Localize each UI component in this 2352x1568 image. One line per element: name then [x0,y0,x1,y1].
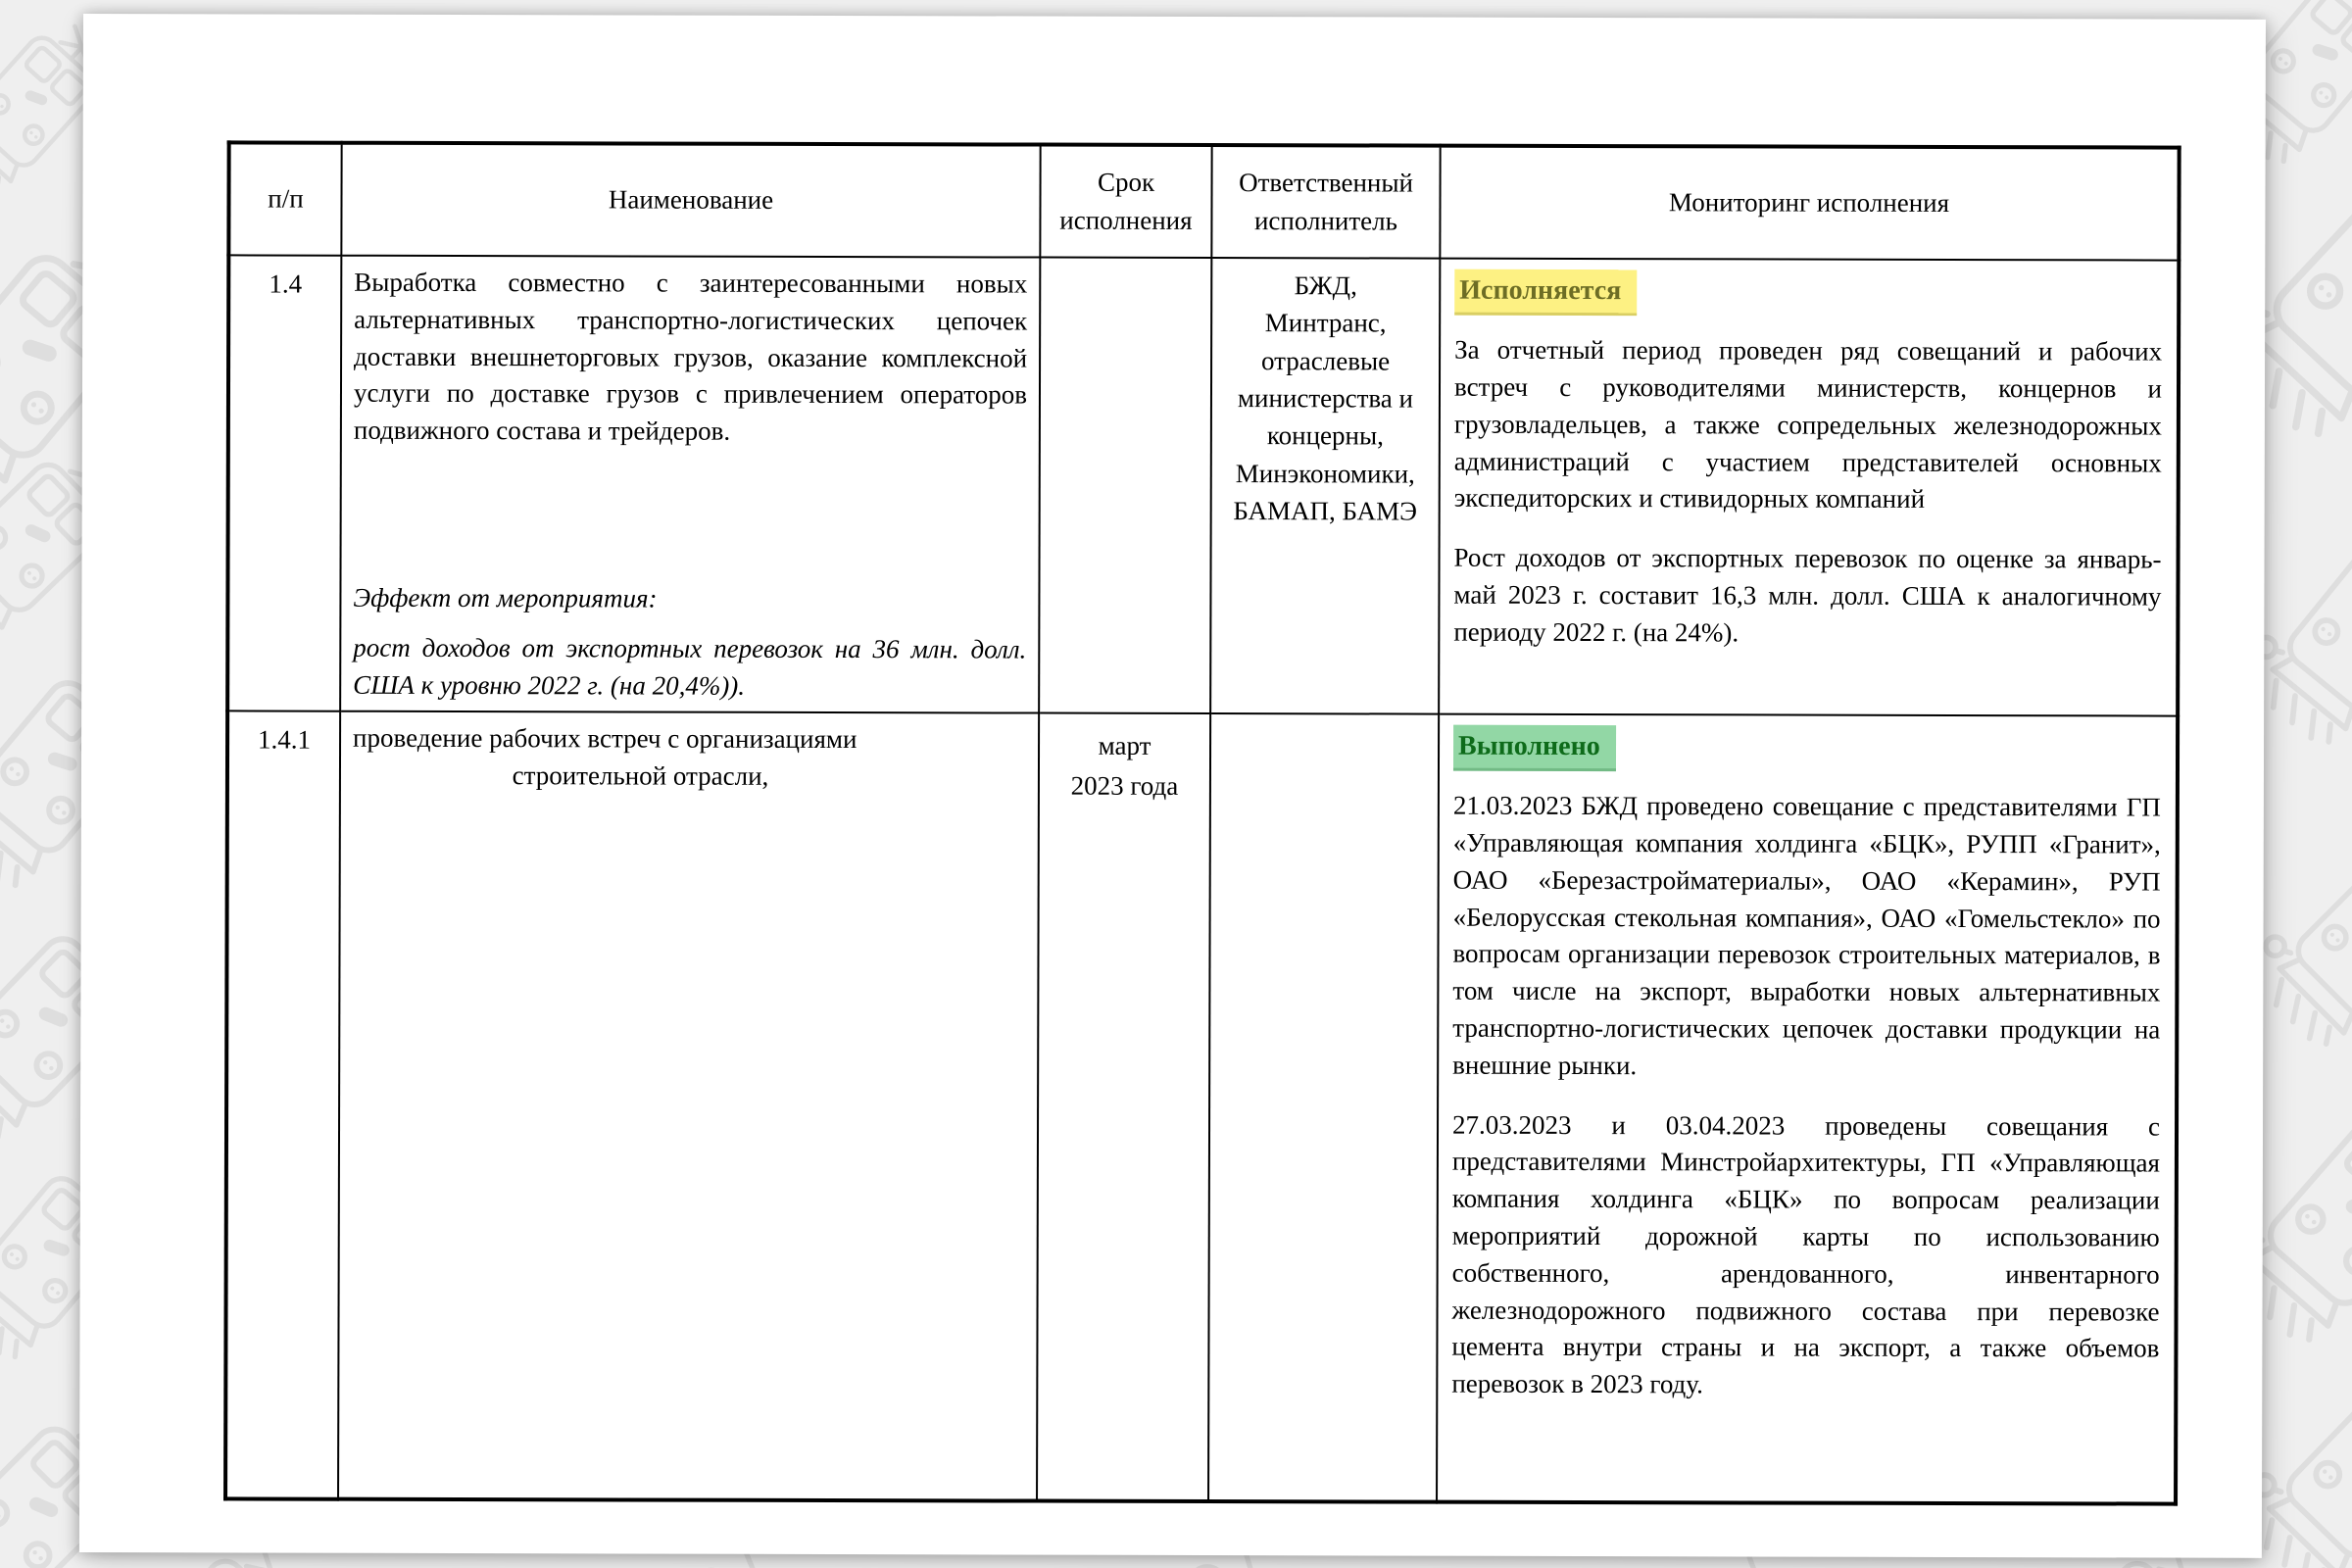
activity-description-line1: проведение рабочих встреч с организациями [353,722,858,755]
deadline-cell: март 2023 года [1037,713,1210,1501]
monitoring-cell [1437,714,2178,1504]
effect-text: рост доходов от экспортных перевозок на 36 млн. долл. США к уровню 2022 г. (на 20,4%)). [353,633,1027,701]
col-header-name: Наименование [341,143,1040,258]
effect-title: Эффект от мероприятия: [353,582,658,613]
col-header-num: п/п [228,142,341,255]
col-header-monitoring: Мониторинг исполнения [1440,146,2179,261]
monitoring-paragraph: За отчетный период проведен ряд совещаний и рабочих встреч с руководителями министерств, концернов и грузовладельцев, а также сопредельных железнодорожных администраций с участием представителей основных экспедиторских и стивидорных компаний [1453,334,2163,514]
activity-description-line2: строительной отрасли, [512,760,769,791]
effect-block [353,579,1026,706]
deadline-cell [1039,258,1211,713]
table-row-1-4-1 [225,710,2178,1503]
responsible-cell [1208,713,1439,1502]
monitoring-table [223,140,2181,1505]
row-number: 1.4 [227,255,341,710]
table-header-row [228,142,2179,260]
col-header-responsible: Ответственный исполнитель [1211,145,1440,259]
document-page [79,14,2266,1558]
monitoring-paragraph: 27.03.2023 и 03.04.2023 проведены совещания с представителями Минстройархитектуры, ГП «Управляющая компания холдинга «БЦК» по вопросам реализации мероприятий дорожной карты по использованию собственного, арендованного, инвентарного железнодорожного подвижного состава при перевозке цемента внутри страны и на экспорт, а также объемов перевозок в 2023 году. [1451,1109,2161,1399]
status-badge-done: Выполнено [1453,725,1616,772]
activity-name-cell [340,256,1040,713]
monitoring-cell [1439,259,2179,716]
monitoring-paragraph: 21.03.2023 БЖД проведено совещание с представителями ГП «Управляющая компания холдинга «БЦК», РУПП «Гранит», ОАО «Березастройматериалы», ОАО «Керамин», РУП «Белорусская стекольная компания», ОАО «Гомельстекло» по вопросам организации перевозок строительных материалов, в том числе на экспорт, выработки новых альтернативных транспортно-логистических цепочек доставки продукции на внешние рынки. [1452,790,2161,1080]
activity-description: Выработка совместно с заинтересованными новых альтернативных транспортно-логистических цепочек доставки внешнеторговых грузов, оказание комплексной услуги по доставке грузов с привлечением операторов подвижного состава и трейдеров. [353,267,1028,446]
row-number: 1.4.1 [225,710,340,1498]
table-row-1-4 [227,255,2179,715]
col-header-deadline: Срок исполнения [1040,145,1211,258]
activity-name-cell [338,711,1039,1501]
status-badge-in-progress: Исполняется [1454,270,1637,317]
monitoring-paragraph: Рост доходов от экспортных перевозок по оценке за январь-май 2023 г. составит 16,3 млн. долл. США к аналогичному периоду 2022 г. (на 24%). [1453,542,2162,648]
responsible-cell: БЖД, Минтранс, отраслевые министерства и концерны, Минэкономики, БАМАП, БАМЭ [1210,258,1440,714]
